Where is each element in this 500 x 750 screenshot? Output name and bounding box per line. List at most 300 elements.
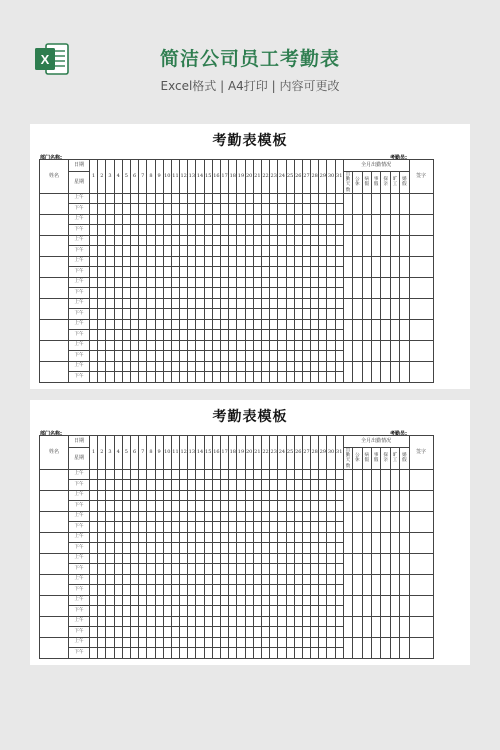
attendance-cell [130, 340, 138, 351]
attendance-cell [311, 585, 319, 596]
day-header: 24 [278, 436, 286, 470]
table-row [40, 214, 434, 225]
attendance-cell [212, 637, 220, 648]
period-label: 上午 [69, 616, 90, 627]
attendance-cell [270, 606, 278, 617]
attendance-cell [311, 522, 319, 533]
attendance-cell [188, 204, 196, 215]
summary-cell [343, 214, 352, 235]
attendance-cell [270, 511, 278, 522]
attendance-cell [122, 532, 130, 543]
attendance-cell [319, 361, 327, 372]
attendance-cell [327, 340, 335, 351]
day-header: 16 [212, 160, 220, 194]
attendance-cell [229, 298, 237, 309]
attendance-cell [294, 480, 302, 491]
attendance-cell [302, 480, 310, 491]
attendance-cell [180, 193, 188, 204]
attendance-cell [196, 340, 204, 351]
attendance-cell [302, 606, 310, 617]
signature-cell [409, 490, 433, 511]
attendance-cell [261, 351, 269, 362]
attendance-cell [171, 235, 179, 246]
attendance-cell [229, 553, 237, 564]
attendance-cell [278, 351, 286, 362]
attendance-cell [155, 246, 163, 257]
attendance-cell [286, 319, 294, 330]
attendance-cell [188, 585, 196, 596]
attendance-cell [171, 204, 179, 215]
attendance-cell [114, 648, 122, 659]
attendance-cell [147, 193, 155, 204]
attendance-cell [229, 361, 237, 372]
attendance-cell [106, 511, 114, 522]
attendance-cell [327, 267, 335, 278]
summary-cell [371, 214, 380, 235]
employee-name-cell [40, 319, 69, 340]
attendance-cell [335, 501, 343, 512]
attendance-cell [188, 298, 196, 309]
attendance-cell [286, 246, 294, 257]
attendance-cell [335, 319, 343, 330]
period-label: 下午 [69, 246, 90, 257]
attendance-cell [196, 372, 204, 383]
attendance-cell [294, 490, 302, 501]
attendance-cell [106, 309, 114, 320]
attendance-cell [237, 225, 245, 236]
attendance-cell [171, 309, 179, 320]
attendance-cell [302, 288, 310, 299]
attendance-cell [270, 627, 278, 638]
attendance-cell [163, 193, 171, 204]
attendance-cell [302, 351, 310, 362]
employee-name-cell [40, 277, 69, 298]
attendance-cell [130, 627, 138, 638]
attendance-cell [245, 543, 253, 554]
summary-cell [362, 553, 371, 574]
attendance-cell [245, 511, 253, 522]
day-header: 29 [319, 436, 327, 470]
attendance-cell [106, 256, 114, 267]
day-header: 7 [139, 436, 147, 470]
attendance-cell [278, 214, 286, 225]
attendance-cell [106, 564, 114, 575]
attendance-cell [311, 501, 319, 512]
attendance-cell [155, 340, 163, 351]
attendance-cell [221, 340, 229, 351]
attendance-cell [155, 288, 163, 299]
attendance-cell [294, 595, 302, 606]
attendance-cell [229, 627, 237, 638]
summary-cell [381, 256, 390, 277]
attendance-cell [147, 372, 155, 383]
summary-cell [381, 235, 390, 256]
signature-cell [409, 340, 433, 361]
attendance-cell [221, 351, 229, 362]
attendance-cell [130, 585, 138, 596]
attendance-cell [147, 501, 155, 512]
attendance-cell [163, 288, 171, 299]
day-header: 10 [163, 160, 171, 194]
attendance-cell [245, 235, 253, 246]
summary-cell [343, 298, 352, 319]
attendance-cell [155, 522, 163, 533]
attendance-cell [302, 319, 310, 330]
attendance-cell [294, 309, 302, 320]
attendance-cell [270, 616, 278, 627]
attendance-cell [106, 246, 114, 257]
period-label: 上午 [69, 511, 90, 522]
period-label: 上午 [69, 193, 90, 204]
attendance-cell [122, 361, 130, 372]
attendance-cell [327, 606, 335, 617]
summary-col-header: 探亲 [381, 448, 390, 470]
table-row [40, 319, 434, 330]
attendance-cell [278, 637, 286, 648]
summary-cell [381, 298, 390, 319]
summary-cell [381, 193, 390, 214]
attendance-cell [98, 637, 106, 648]
attendance-cell [106, 522, 114, 533]
attendance-cell [270, 288, 278, 299]
attendance-cell [229, 511, 237, 522]
attendance-cell [122, 490, 130, 501]
attendance-cell [204, 490, 212, 501]
attendance-cell [212, 574, 220, 585]
table-row [40, 298, 434, 309]
attendance-cell [188, 627, 196, 638]
attendance-cell [237, 193, 245, 204]
attendance-cell [163, 616, 171, 627]
attendance-cell [180, 606, 188, 617]
attendance-cell [270, 637, 278, 648]
attendance-cell [180, 648, 188, 659]
attendance-cell [196, 235, 204, 246]
attendance-cell [286, 585, 294, 596]
attendance-cell [278, 319, 286, 330]
attendance-cell [270, 361, 278, 372]
attendance-cell [90, 225, 98, 236]
attendance-cell [147, 267, 155, 278]
attendance-cell [311, 330, 319, 341]
attendance-cell [180, 246, 188, 257]
table-row [40, 235, 434, 246]
attendance-cell [212, 469, 220, 480]
attendance-cell [319, 648, 327, 659]
attendance-cell [278, 372, 286, 383]
day-header: 31 [335, 160, 343, 194]
summary-cell [400, 340, 409, 361]
attendance-cell [294, 511, 302, 522]
attendance-cell [229, 267, 237, 278]
attendance-cell [278, 564, 286, 575]
day-header: 4 [114, 160, 122, 194]
attendance-cell [188, 235, 196, 246]
summary-cell [390, 574, 399, 595]
attendance-cell [139, 372, 147, 383]
attendance-cell [253, 340, 261, 351]
attendance-cell [163, 627, 171, 638]
attendance-cell [286, 288, 294, 299]
summary-cell [390, 616, 399, 637]
attendance-cell [245, 627, 253, 638]
attendance-cell [270, 648, 278, 659]
attendance-cell [302, 574, 310, 585]
attendance-cell [204, 340, 212, 351]
signature-cell [409, 574, 433, 595]
attendance-cell [302, 637, 310, 648]
attendance-cell [261, 193, 269, 204]
summary-cell [343, 637, 352, 658]
attendance-cell [327, 553, 335, 564]
attendance-cell [188, 511, 196, 522]
attendance-cell [171, 267, 179, 278]
summary-cell [362, 469, 371, 490]
attendance-cell [163, 490, 171, 501]
summary-cell [381, 490, 390, 511]
day-header: 8 [147, 160, 155, 194]
attendance-cell [155, 501, 163, 512]
attendance-cell [335, 480, 343, 491]
employee-name-cell [40, 469, 69, 490]
attendance-cell [278, 501, 286, 512]
attendance-cell [106, 616, 114, 627]
summary-cell [362, 193, 371, 214]
period-label: 下午 [69, 372, 90, 383]
attendance-cell [302, 616, 310, 627]
attendance-cell [188, 256, 196, 267]
attendance-cell [147, 309, 155, 320]
attendance-cell [212, 204, 220, 215]
summary-cell [353, 235, 362, 256]
attendance-cell [90, 595, 98, 606]
attendance-cell [270, 351, 278, 362]
attendance-cell [253, 267, 261, 278]
day-header: 5 [122, 160, 130, 194]
attendance-cell [180, 480, 188, 491]
attendance-cell [155, 648, 163, 659]
attendance-cell [335, 309, 343, 320]
employee-name-cell [40, 256, 69, 277]
attendance-cell [311, 372, 319, 383]
attendance-cell [245, 330, 253, 341]
attendance-cell [221, 319, 229, 330]
attendance-cell [294, 522, 302, 533]
attendance-cell [130, 595, 138, 606]
attendance-cell [327, 501, 335, 512]
attendance-cell [327, 225, 335, 236]
employee-name-cell [40, 340, 69, 361]
attendance-cell [155, 330, 163, 341]
attendance-cell [212, 214, 220, 225]
attendance-cell [335, 372, 343, 383]
summary-cell [390, 340, 399, 361]
attendance-cell [114, 469, 122, 480]
attendance-cell [335, 288, 343, 299]
attendance-cell [147, 627, 155, 638]
attendance-cell [155, 319, 163, 330]
attendance-cell [294, 637, 302, 648]
attendance-cell [221, 532, 229, 543]
attendance-cell [327, 616, 335, 627]
attendance-cell [253, 351, 261, 362]
attendance-cell [245, 532, 253, 543]
day-header: 14 [196, 436, 204, 470]
attendance-cell [114, 246, 122, 257]
day-header: 28 [311, 160, 319, 194]
attendance-cell [286, 532, 294, 543]
attendance-cell [130, 193, 138, 204]
attendance-cell [319, 501, 327, 512]
attendance-cell [122, 543, 130, 554]
name-header: 姓名 [40, 436, 69, 470]
attendance-cell [163, 256, 171, 267]
attendance-cell [221, 225, 229, 236]
attendance-cell [327, 288, 335, 299]
attendance-cell [204, 543, 212, 554]
attendance-cell [122, 204, 130, 215]
date-header: 日期 [69, 436, 90, 448]
summary-cell [400, 490, 409, 511]
attendance-cell [237, 361, 245, 372]
day-header: 1 [90, 436, 98, 470]
attendance-cell [122, 469, 130, 480]
attendance-cell [196, 351, 204, 362]
attendance-cell [196, 246, 204, 257]
attendance-cell [253, 256, 261, 267]
attendance-cell [253, 214, 261, 225]
attendance-cell [311, 351, 319, 362]
attendance-cell [114, 340, 122, 351]
attendance-cell [147, 648, 155, 659]
attendance-cell [278, 606, 286, 617]
summary-cell [371, 277, 380, 298]
attendance-cell [147, 585, 155, 596]
attendance-cell [155, 309, 163, 320]
attendance-cell [319, 372, 327, 383]
attendance-cell [114, 256, 122, 267]
attendance-cell [302, 648, 310, 659]
attendance-cell [155, 543, 163, 554]
table-row [40, 361, 434, 372]
attendance-cell [171, 480, 179, 491]
attendance-cell [319, 204, 327, 215]
attendance-cell [98, 490, 106, 501]
attendance-cell [311, 277, 319, 288]
attendance-cell [171, 193, 179, 204]
attendance-cell [335, 193, 343, 204]
attendance-cell [245, 246, 253, 257]
attendance-cell [130, 532, 138, 543]
day-header: 18 [229, 160, 237, 194]
attendance-cell [147, 469, 155, 480]
signature-cell [409, 319, 433, 340]
attendance-cell [171, 553, 179, 564]
summary-cell [343, 319, 352, 340]
summary-cell [371, 319, 380, 340]
period-label: 上午 [69, 235, 90, 246]
day-header: 17 [221, 436, 229, 470]
day-header: 2 [98, 160, 106, 194]
summary-cell [371, 340, 380, 361]
attendance-cell [261, 225, 269, 236]
attendance-cell [229, 532, 237, 543]
attendance-cell [188, 616, 196, 627]
attendance-cell [139, 511, 147, 522]
summary-cell [400, 469, 409, 490]
attendance-cell [90, 585, 98, 596]
attendance-cell [311, 564, 319, 575]
day-header: 19 [237, 160, 245, 194]
attendance-cell [106, 648, 114, 659]
attendance-cell [180, 214, 188, 225]
attendance-cell [302, 193, 310, 204]
attendance-cell [196, 532, 204, 543]
attendance-cell [294, 532, 302, 543]
attendance-cell [147, 256, 155, 267]
attendance-cell [130, 225, 138, 236]
signature-cell [409, 193, 433, 214]
attendance-cell [245, 490, 253, 501]
summary-cell [343, 193, 352, 214]
attendance-cell [270, 372, 278, 383]
attendance-cell [221, 511, 229, 522]
attendance-cell [245, 256, 253, 267]
summary-cell [390, 553, 399, 574]
attendance-cell [327, 214, 335, 225]
attendance-cell [261, 469, 269, 480]
attendance-cell [221, 469, 229, 480]
attendance-cell [253, 553, 261, 564]
attendance-cell [253, 627, 261, 638]
attendance-cell [90, 511, 98, 522]
summary-cell [381, 340, 390, 361]
attendance-cell [286, 511, 294, 522]
day-header: 11 [171, 160, 179, 194]
attendance-cell [196, 193, 204, 204]
attendance-cell [98, 235, 106, 246]
attendance-cell [229, 469, 237, 480]
attendance-cell [294, 553, 302, 564]
attendance-cell [188, 522, 196, 533]
attendance-cell [90, 361, 98, 372]
attendance-cell [278, 532, 286, 543]
attendance-cell [139, 193, 147, 204]
attendance-cell [302, 204, 310, 215]
summary-cell [381, 637, 390, 658]
attendance-cell [122, 330, 130, 341]
attendance-cell [253, 288, 261, 299]
attendance-cell [286, 574, 294, 585]
summary-cell [362, 277, 371, 298]
attendance-sheet-preview-2 [30, 400, 470, 665]
attendance-cell [261, 585, 269, 596]
day-header: 14 [196, 160, 204, 194]
attendance-cell [163, 204, 171, 215]
attendance-cell [335, 606, 343, 617]
attendance-cell [319, 616, 327, 627]
attendance-cell [204, 595, 212, 606]
attendance-cell [204, 511, 212, 522]
attendance-cell [278, 298, 286, 309]
attendance-cell [188, 225, 196, 236]
attendance-cell [163, 277, 171, 288]
attendance-cell [311, 553, 319, 564]
day-header: 12 [180, 160, 188, 194]
attendance-cell [90, 256, 98, 267]
attendance-cell [180, 225, 188, 236]
attendance-cell [114, 553, 122, 564]
